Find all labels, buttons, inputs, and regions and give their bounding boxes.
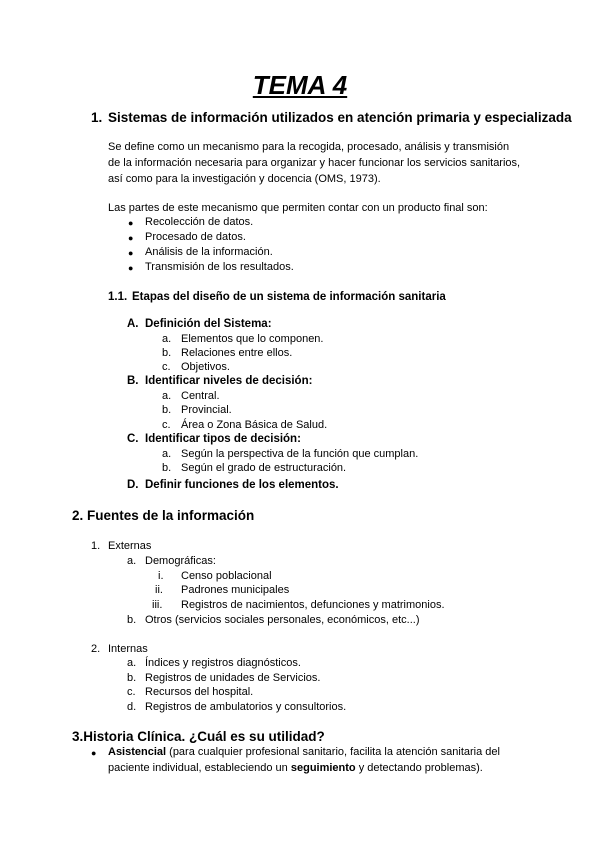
stage-b-item: Central.	[181, 390, 220, 402]
asistencial-term: Asistencial	[108, 746, 167, 758]
list-marker: b.	[162, 404, 172, 416]
list-marker: b.	[162, 347, 172, 359]
externas-label: Externas	[108, 540, 152, 552]
section-3-heading: 3.Historia Clínica. ¿Cuál es su utilidad?	[72, 729, 325, 744]
bullet-icon: ●	[91, 748, 97, 758]
stage-c-item: Según la perspectiva de la función que cumplan.	[181, 448, 419, 460]
stage-c-item: Según el grado de estructuración.	[181, 462, 347, 474]
demograficas-item: Censo poblacional	[181, 570, 272, 582]
list-marker: 1.	[91, 540, 101, 552]
asistencial-text: paciente individual, estableciendo un	[108, 762, 291, 774]
subsection-1-1-heading: Etapas del diseño de un sistema de información sanitaria	[132, 291, 446, 303]
demograficas-item: Registros de nacimientos, defunciones y matrimonios.	[181, 599, 445, 611]
stage-c-label: Identificar tipos de decisión:	[145, 433, 301, 445]
list-marker: 2.	[91, 643, 101, 655]
definition-line-1: Se define como un mecanismo para la recogida, procesado, análisis y transmisión	[108, 141, 510, 153]
stage-a-item: Relaciones entre ellos.	[181, 347, 293, 359]
list-marker: b.	[162, 462, 172, 474]
stage-b-label: Identificar niveles de decisión:	[145, 375, 313, 387]
section-1-number: 1.	[91, 110, 103, 125]
internas-item: Recursos del hospital.	[145, 686, 254, 698]
asistencial-text: (para cualquier profesional sanitario, facilita la atención sanitaria del	[166, 746, 500, 758]
list-marker: c.	[162, 361, 171, 373]
part-item: Transmisión de los resultados.	[145, 261, 294, 273]
stage-a-letter: A.	[127, 318, 139, 330]
otros-label: Otros (servicios sociales personales, económicos, etc...)	[145, 614, 420, 626]
list-marker: a.	[127, 555, 137, 567]
list-marker: a.	[162, 448, 172, 460]
internas-item: Índices y registros diagnósticos.	[145, 657, 301, 669]
bullet-icon: ●	[128, 233, 134, 243]
stage-b-item: Provincial.	[181, 404, 232, 416]
section-2-heading: 2. Fuentes de la información	[72, 508, 255, 523]
demograficas-item: Padrones municipales	[181, 584, 290, 596]
list-marker: c.	[127, 686, 136, 698]
list-marker: b.	[127, 672, 137, 684]
part-item: Análisis de la información.	[145, 246, 273, 258]
section-1-heading: Sistemas de información utilizados en atención primaria y especializada	[108, 110, 572, 125]
bullet-icon: ●	[128, 248, 134, 258]
historia-utilidad-line-1	[108, 746, 500, 758]
stage-a-label: Definición del Sistema:	[145, 318, 272, 330]
list-marker: i.	[158, 570, 164, 582]
asistencial-text: y detectando problemas).	[355, 762, 483, 774]
stage-d-letter: D.	[127, 479, 139, 491]
definition-line-2: de la información necesaria para organizar y hacer funcionar los servicios sanitarios,	[108, 157, 521, 169]
list-marker: b.	[127, 614, 137, 626]
page-title: TEMA 4	[252, 70, 348, 100]
part-item: Recolección de datos.	[145, 216, 254, 228]
historia-utilidad-line-2	[108, 762, 483, 774]
list-marker: ii.	[155, 584, 163, 596]
internas-item: Registros de ambulatorios y consultorios.	[145, 701, 347, 713]
bullet-icon: ●	[128, 218, 134, 228]
definition-line-3: así como para la investigación y docencia (OMS, 1973).	[108, 173, 381, 185]
stage-d-label: Definir funciones de los elementos.	[145, 479, 339, 491]
stage-c-letter: C.	[127, 433, 139, 445]
bullet-icon: ●	[128, 263, 134, 273]
stage-b-letter: B.	[127, 375, 139, 387]
list-marker: a.	[162, 333, 172, 345]
list-marker: a.	[127, 657, 137, 669]
stage-b-item: Área o Zona Básica de Salud.	[181, 419, 328, 431]
list-marker: c.	[162, 419, 171, 431]
part-item: Procesado de datos.	[145, 231, 246, 243]
stage-a-item: Elementos que lo componen.	[181, 333, 324, 345]
internas-label: Internas	[108, 643, 148, 655]
list-marker: a.	[162, 390, 172, 402]
parts-intro: Las partes de este mecanismo que permiten contar con un producto final son:	[108, 202, 488, 214]
internas-item: Registros de unidades de Servicios.	[145, 672, 321, 684]
list-marker: d.	[127, 701, 137, 713]
stage-a-item: Objetivos.	[181, 361, 230, 373]
seguimiento-term: seguimiento	[290, 762, 356, 774]
subsection-1-1-number: 1.1.	[108, 291, 128, 303]
list-marker: iii.	[152, 599, 163, 611]
demograficas-label: Demográficas:	[145, 555, 216, 567]
